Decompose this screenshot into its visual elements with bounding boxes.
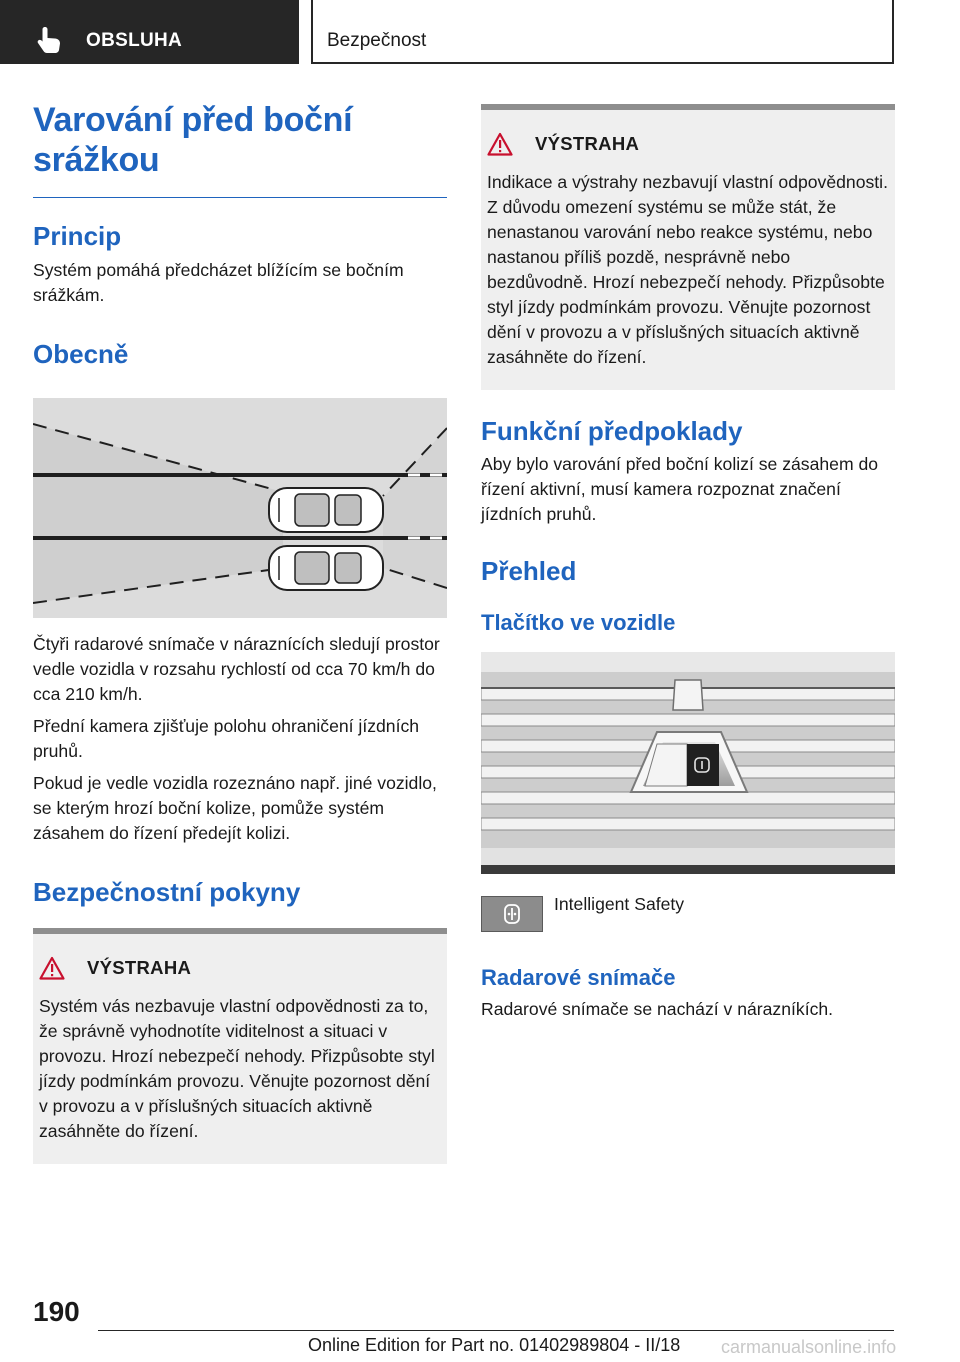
edition-note: Online Edition for Part no. 01402989804 - II/18 bbox=[308, 1335, 681, 1355]
radar-heading: Radarové snímače bbox=[481, 965, 676, 990]
dashboard-button-illustration bbox=[481, 652, 895, 874]
page-number: 190 bbox=[33, 1296, 80, 1327]
button-label: Intelligent Safety bbox=[554, 894, 685, 914]
warning-box-right bbox=[481, 104, 895, 390]
princip-text: Systém pomáhá předcházet blížícím se bočním srážkám. bbox=[33, 260, 404, 305]
warning-triangle-icon bbox=[487, 132, 513, 156]
funkcni-heading: Funkční předpoklady bbox=[481, 416, 743, 446]
button-heading: Tlačítko ve vozidle bbox=[481, 610, 676, 635]
warning-text: Indikace a výstrahy nezbavují vlastní odpovědnosti. Z důvodu omezení systému se může stát, že nenastanou varování nebo reakce systému, nebo nastanou příliš pozdě, nesprávně nebo bezdůvodně. Hrozí nebezpečí nehody. Přizpůsobte styl jízdy podmínkám provozu. Věnujte pozornost dění v provozu a v příslušných situacích aktivně zasáhněte do řízení. bbox=[487, 172, 888, 367]
funkcni-text: Aby bylo varování před boční kolizí se zásahem do řízení aktivní, musí kamera rozpoznat značení jízdních pruhů. bbox=[481, 454, 879, 524]
right-column bbox=[481, 100, 895, 1022]
lane-cars-radar-illustration bbox=[33, 398, 447, 618]
camera-paragraph: Přední kamera zjišťuje polohu ohraničení jízdních pruhů. bbox=[33, 716, 420, 761]
chapter-tab bbox=[311, 0, 894, 64]
warning-box-left bbox=[33, 928, 447, 1164]
warning-title: VÝSTRAHA bbox=[535, 133, 640, 154]
left-column bbox=[33, 100, 447, 1164]
princip-heading: Princip bbox=[33, 221, 122, 251]
warning-triangle-icon bbox=[39, 956, 65, 980]
button-legend-row bbox=[481, 896, 895, 932]
intelligent-safety-icon bbox=[481, 896, 543, 932]
radar-paragraph: Čtyři radarové snímače v náraznících sledují prostor vedle vozidla v rozsahu rychlostí od cca 70 km/h do cca 210 km/h. bbox=[33, 634, 440, 704]
warning-text: Systém vás nezbavuje vlastní odpovědnosti za to, že správně vyhodnotíte viditelnost a situaci v provozu. Hrozí nebezpečí nehody. Přizpůsobte styl jízdy podmínkám provozu. Věnujte pozornost dění v provozu a v příslušných situacích aktivně zasáhněte do řízení. bbox=[39, 996, 435, 1141]
section-tab bbox=[0, 0, 299, 64]
page-header bbox=[0, 0, 960, 66]
pointing-hand-icon bbox=[36, 26, 62, 54]
obecne-heading: Obecně bbox=[33, 339, 129, 369]
warning-title-row bbox=[487, 122, 889, 166]
collision-paragraph: Pokud je vedle vozidla rozeznáno např. jiné vozidlo, se kterým hrozí boční kolize, pomůže systém zásahem do řízení předejít kolizi. bbox=[33, 773, 437, 843]
footer-divider bbox=[98, 1330, 894, 1331]
warning-title: VÝSTRAHA bbox=[87, 957, 192, 978]
safety-heading: Bezpečnostní pokyny bbox=[33, 877, 301, 907]
radar-text: Radarové snímače se nachází v nárazníkích. bbox=[481, 999, 834, 1019]
title-divider bbox=[33, 197, 447, 198]
chapter-tab-label: Bezpečnost bbox=[327, 30, 427, 51]
section-tab-label: OBSLUHA bbox=[86, 30, 183, 51]
page-title: Varování před boční srážkou bbox=[33, 101, 353, 179]
warning-title-row bbox=[39, 946, 441, 990]
prehled-heading: Přehled bbox=[481, 556, 577, 586]
watermark: carmanualsonline.info bbox=[721, 1337, 897, 1357]
